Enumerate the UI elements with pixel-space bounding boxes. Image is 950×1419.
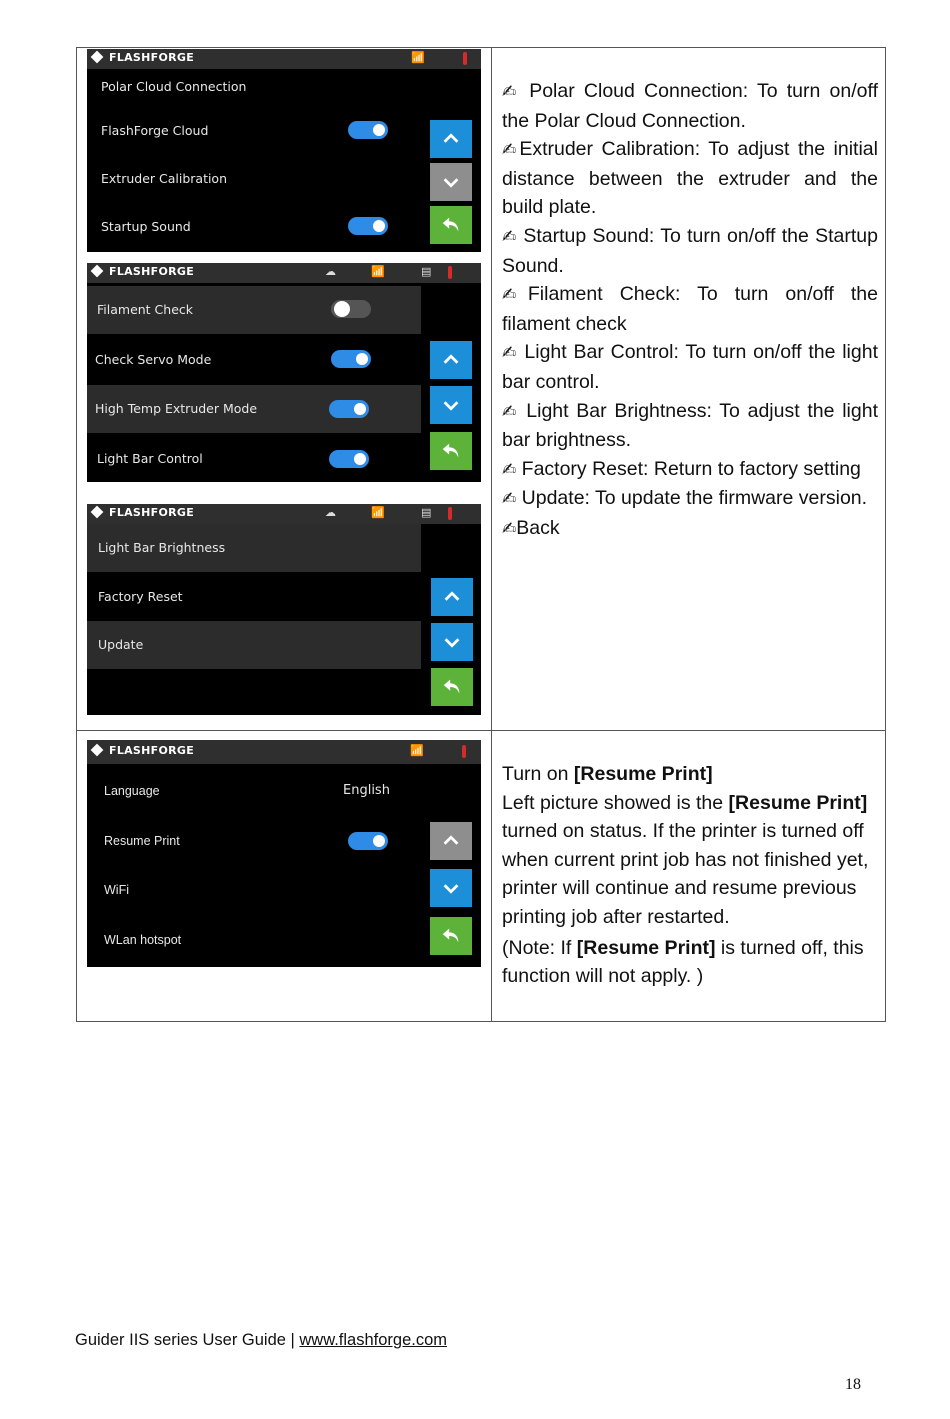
desc-item: ✍Back	[502, 516, 560, 539]
page-footer	[75, 1331, 447, 1350]
pen-icon: ✍	[502, 518, 517, 539]
light-bar-control-toggle[interactable]	[329, 450, 369, 468]
printer-icon: ▤	[421, 265, 432, 278]
page-number: 18	[845, 1376, 861, 1393]
desc-item: ✍ Factory Reset: Return to factory setting	[502, 457, 861, 480]
pen-icon: ✍	[502, 489, 522, 510]
setting-row-check-servo: Check Servo Mode	[95, 352, 212, 367]
setting-row-extruder-calibration: Extruder Calibration	[101, 171, 228, 186]
scroll-up-button[interactable]	[430, 341, 472, 379]
screenshot-settings-4	[87, 740, 481, 967]
resume-paragraph: Left picture showed is the [Resume Print] turned on status. If the printer is turned off when current print job has not finished yet, printer will continue and resume previous printing job after restarted.	[502, 791, 869, 928]
status-bar	[87, 263, 481, 283]
scroll-down-button[interactable]	[431, 623, 473, 661]
filament-check-toggle[interactable]	[331, 300, 371, 318]
setting-row-polar-cloud: Polar Cloud Connection	[101, 79, 247, 94]
flashforge-logo: FLASHFORGE	[91, 506, 194, 519]
desc-item: ✍ Light Bar Control: To turn on/off the light bar control.	[502, 341, 878, 393]
setting-row-resume-print: Resume Print	[104, 834, 180, 848]
desc-item: ✍ Light Bar Brightness: To adjust the light bar brightness.	[502, 399, 878, 452]
status-bar	[87, 504, 481, 524]
thermometer-icon	[462, 745, 466, 758]
screenshot-settings-2	[87, 263, 481, 482]
pen-icon: ✍	[502, 82, 530, 102]
footer-text: series User Guide |	[149, 1331, 300, 1349]
flashforge-cloud-toggle[interactable]	[348, 121, 388, 139]
resume-print-description	[502, 760, 882, 991]
desc-item: ✍ Update: To update the firmware version.	[502, 487, 868, 510]
wifi-icon: 📶	[411, 51, 425, 64]
flashforge-logo: FLASHFORGE	[91, 51, 194, 64]
thermometer-icon	[448, 266, 452, 279]
pen-icon: ✍	[502, 401, 527, 422]
setting-row-startup-sound: Startup Sound	[101, 219, 191, 234]
scroll-down-button[interactable]	[430, 386, 472, 424]
thermometer-icon	[448, 507, 452, 520]
scroll-up-button[interactable]	[430, 120, 472, 158]
flashforge-logo: FLASHFORGE	[91, 744, 194, 757]
setting-row-wifi: WiFi	[104, 883, 129, 897]
setting-row-light-bar-brightness: Light Bar Brightness	[87, 524, 421, 572]
scroll-up-button[interactable]	[430, 822, 472, 860]
setting-row-language: Language	[104, 784, 160, 798]
check-servo-toggle[interactable]	[331, 350, 371, 368]
resume-note: (Note: If [Resume Print] is turned off, this function will not apply. )	[502, 936, 864, 988]
back-button[interactable]	[431, 668, 473, 706]
cloud-icon: ☁	[325, 506, 336, 519]
high-temp-extruder-toggle[interactable]	[329, 400, 369, 418]
setting-row-light-bar-control: Light Bar Control	[97, 451, 203, 466]
cloud-icon: ☁	[325, 265, 336, 278]
screenshot-settings-3	[87, 504, 481, 715]
pen-icon: ✍	[502, 343, 525, 364]
wifi-icon: 📶	[371, 265, 385, 278]
flashforge-logo: FLASHFORGE	[91, 265, 194, 278]
back-button[interactable]	[430, 917, 472, 955]
wifi-icon: 📶	[410, 744, 424, 757]
website-link[interactable]: www.flashforge.com	[299, 1331, 448, 1349]
table-row-divider	[76, 730, 886, 731]
screenshot-settings-1	[87, 49, 481, 252]
setting-row-flashforge-cloud: FlashForge Cloud	[101, 123, 209, 138]
setting-row-factory-reset: Factory Reset	[98, 589, 183, 604]
settings-description	[502, 77, 878, 544]
resume-heading: Turn on [Resume Print]	[502, 763, 713, 785]
setting-row-filament-check: Filament Check	[87, 286, 421, 334]
back-button[interactable]	[430, 432, 472, 470]
thermometer-icon	[463, 52, 467, 65]
status-bar	[87, 740, 481, 764]
setting-row-update: Update	[87, 621, 421, 669]
scroll-up-button[interactable]	[431, 578, 473, 616]
wifi-icon: 📶	[371, 506, 385, 519]
table-column-divider	[491, 47, 492, 1022]
pen-icon: ✍	[502, 140, 520, 161]
printer-icon: ▤	[421, 506, 432, 519]
back-button[interactable]	[430, 206, 472, 244]
desc-item: ✍ Polar Cloud Connection: To turn on/off the Polar Cloud Connection.	[502, 80, 878, 132]
startup-sound-toggle[interactable]	[348, 217, 388, 235]
setting-row-wlan-hotspot: WLan hotspot	[104, 933, 182, 947]
pen-icon: ✍	[502, 226, 524, 247]
language-value: English	[343, 783, 390, 798]
resume-print-toggle[interactable]	[348, 832, 388, 850]
desc-item: ✍Extruder Calibration: To adjust the initial distance between the extruder and the build plate.	[502, 138, 878, 219]
desc-item: ✍ Startup Sound: To turn on/off the Startup Sound.	[502, 224, 878, 277]
footer-title: Guider IIS	[75, 1331, 150, 1349]
scroll-down-button[interactable]	[430, 869, 472, 907]
setting-row-high-temp-extruder: High Temp Extruder Mode	[87, 385, 421, 433]
pen-icon: ✍	[502, 459, 522, 480]
pen-icon: ✍	[502, 285, 528, 306]
desc-item: ✍Filament Check: To turn on/off the filament check	[502, 283, 878, 335]
scroll-down-button[interactable]	[430, 163, 472, 201]
